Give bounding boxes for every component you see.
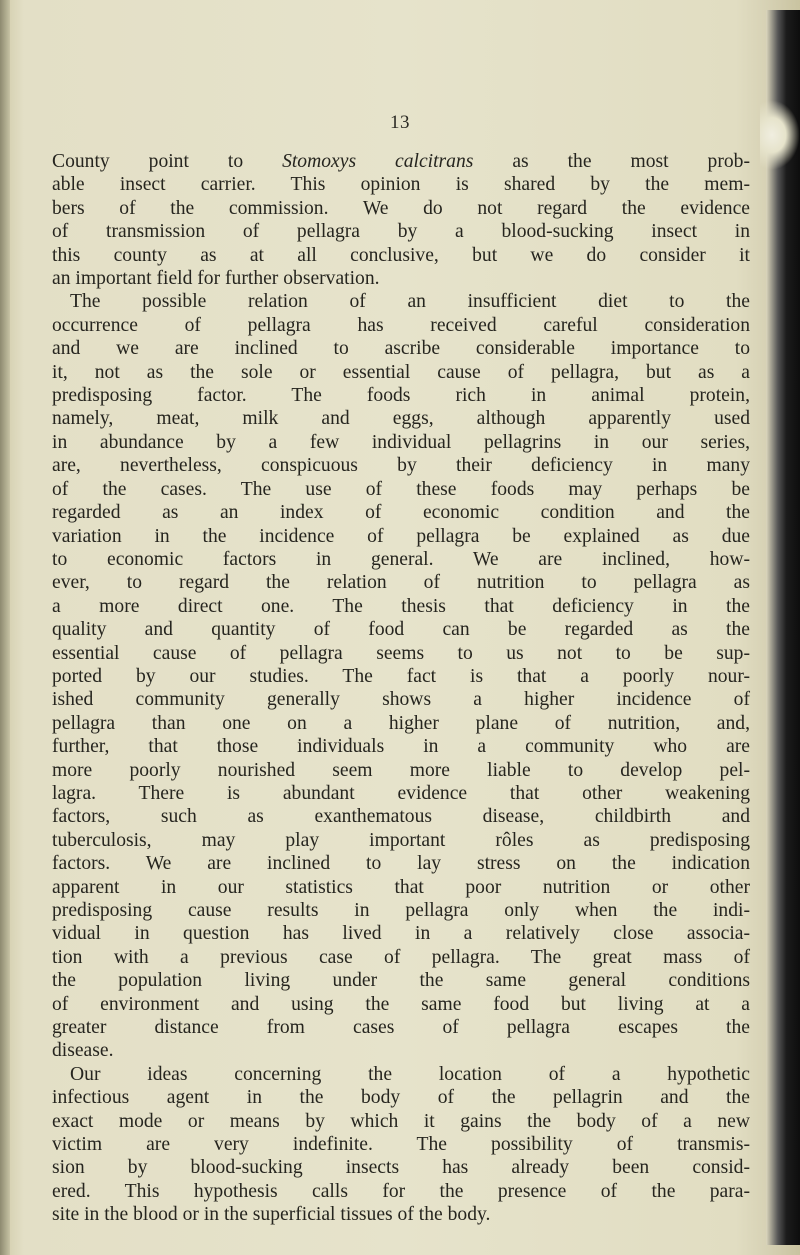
paragraph xyxy=(52,290,750,1062)
text-line: Our ideas concerning the location of a hypothetic xyxy=(70,1063,750,1085)
text-line: quality and quantity of food can be regarded as the xyxy=(52,619,750,641)
text-line: predisposing factor. The foods rich in animal protein, xyxy=(52,385,750,407)
text-line: to economic factors in general. We are inclined, how- xyxy=(52,548,750,570)
page-number: 13 xyxy=(390,112,410,133)
text-line: predisposing cause results in pellagra only when the indi- xyxy=(52,900,750,921)
text-line: namely, meat, milk and eggs, although apparently used xyxy=(52,408,750,430)
page-tab-notch xyxy=(760,100,800,170)
text-line: an important field for further observation. xyxy=(52,268,380,290)
text-line: more poorly nourished seem more liable to develop pel- xyxy=(52,759,750,781)
text-line: County point to Stomoxys calcitrans as the most prob- xyxy=(52,151,750,172)
text-line: ered. This hypothesis calls for the presence of the para- xyxy=(52,1180,750,1202)
text-line: a more direct one. The thesis that deficiency in the xyxy=(52,595,750,617)
body-text xyxy=(52,150,750,1227)
text-line: The possible relation of an insufficient diet to the xyxy=(70,291,750,313)
text-line: it, not as the sole or essential cause of pellagra, but as a xyxy=(52,361,750,383)
text-line: greater distance from cases of pellagra escapes the xyxy=(52,1017,750,1039)
text-line: the population living under the same general conditions xyxy=(52,970,750,992)
text-line: of environment and using the same food but living at a xyxy=(52,993,750,1015)
text-line: infectious agent in the body of the pellagrin and the xyxy=(52,1087,750,1109)
text-line: ported by our studies. The fact is that a poorly nour- xyxy=(52,665,750,687)
text-line: and we are inclined to ascribe considerable importance to xyxy=(52,338,750,360)
text-line: further, that those individuals in a community who are xyxy=(52,736,750,758)
text-line: exact mode or means by which it gains the body of a new xyxy=(52,1110,750,1132)
text-line: sion by blood-sucking insects has already been consid- xyxy=(52,1157,750,1179)
italic-species-name: Stomoxys calcitrans xyxy=(282,151,474,172)
text-line: this county as at all conclusive, but we do consider it xyxy=(52,244,750,266)
page-left-edge xyxy=(0,0,10,1255)
text-line: tuberculosis, may play important rôles as predisposing xyxy=(52,829,750,851)
text-line: bers of the commission. We do not regard the evidence xyxy=(52,197,750,219)
text-line: ever, to regard the relation of nutrition to pellagra as xyxy=(52,572,750,594)
text-line: of the cases. The use of these foods may perhaps be xyxy=(52,478,750,500)
text-line: occurrence of pellagra has received careful consideration xyxy=(52,314,750,336)
text-line: tion with a previous case of pellagra. The great mass of xyxy=(52,946,750,968)
text-line: apparent in our statistics that poor nutrition or other xyxy=(52,876,750,898)
text-line: site in the blood or in the superficial tissues of the body. xyxy=(52,1204,491,1226)
text-line: victim are very indefinite. The possibility of transmis- xyxy=(52,1134,750,1156)
text-line: factors. We are inclined to lay stress on the indication xyxy=(52,853,750,875)
text-line: regarded as an index of economic condition and the xyxy=(52,502,750,524)
text-line: ished community generally shows a higher incidence of xyxy=(52,689,750,711)
text-line: disease. xyxy=(52,1040,114,1062)
text-line: lagra. There is abundant evidence that other weakening xyxy=(52,782,750,804)
book-binding-edge xyxy=(766,10,800,1245)
text-line: in abundance by a few individual pellagrins in our series, xyxy=(52,431,750,453)
text-line: able insect carrier. This opinion is shared by the mem- xyxy=(52,174,750,196)
paragraph xyxy=(52,150,750,290)
text-line: are, nevertheless, conspicuous by their deficiency in many xyxy=(52,455,750,477)
text-line: variation in the incidence of pellagra be explained as due xyxy=(52,525,750,547)
text-line: vidual in question has lived in a relatively close associa- xyxy=(52,923,750,945)
text-line: essential cause of pellagra seems to us not to be sup- xyxy=(52,642,750,664)
text-line: factors, such as exanthematous disease, childbirth and xyxy=(52,806,750,828)
text-line: of transmission of pellagra by a blood-sucking insect in xyxy=(52,221,750,243)
text-line: pellagra than one on a higher plane of nutrition, and, xyxy=(52,712,750,734)
paragraph xyxy=(52,1063,750,1227)
